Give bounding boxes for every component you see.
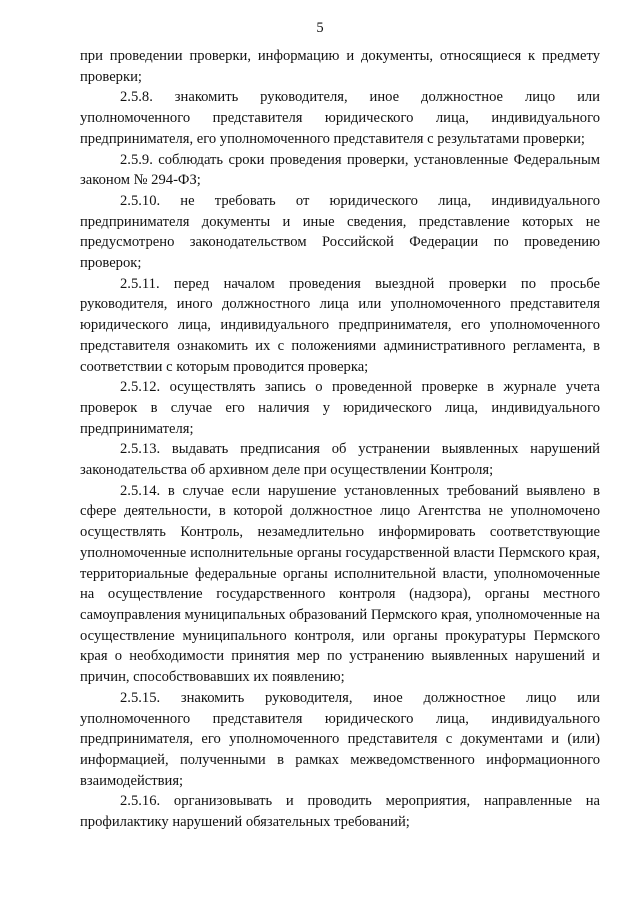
page-number: 5 (316, 20, 324, 36)
paragraph-2-5-14: 2.5.14. в случае если нарушение установленных требований выявлено в сфере деятельности, в которой должностное лицо Агентства не уполномочено осуществлять Контроль, незамедлительно информировать соответствующие уполномоченные исполнительные органы государственной власти Пермского края, территориальные федеральные органы исполнительной власти, уполномоченные на осуществление государственного контроля (надзора), органы местного самоуправления муниципальных образований Пермского края, уполномоченные на осуществление муниципального контроля, или органы прокуратуры Пермского края о необходимости принятия мер по устранению выявленных нарушений и причин, способствовавших их появлению; (80, 482, 600, 686)
document-body (80, 46, 600, 833)
paragraph-continuation: при проведении проверки, информацию и документы, относящиеся к предмету проверки; (80, 48, 600, 85)
paragraph-2-5-11: 2.5.11. перед началом проведения выездной проверки по просьбе руководителя, иного должностного лица или уполномоченного представителя юридического лица, индивидуального предпринимателя, его уполномоченного представителя ознакомить их с положениями административного регламента, в соответствии с которым проводится проверка; (80, 275, 600, 375)
paragraph-2-5-9: 2.5.9. соблюдать сроки проведения проверки, установленные Федеральным законом № 294-ФЗ; (80, 151, 600, 189)
paragraph-2-5-13: 2.5.13. выдавать предписания об устранении выявленных нарушений законодательства об архивном деле при осуществлении Контроля; (80, 441, 600, 479)
paragraph-2-5-10: 2.5.10. не требовать от юридического лица, индивидуального предпринимателя документы и иные сведения, представление которых не предусмотрено законодательством Российской Федерации по проведению проверок; (80, 192, 600, 272)
paragraph-2-5-12: 2.5.12. осуществлять запись о проведенной проверке в журнале учета проверок в случае его наличия у юридического лица, индивидуального предпринимателя; (80, 379, 600, 437)
paragraph-2-5-8: 2.5.8. знакомить руководителя, иное должностное лицо или уполномоченного представителя юридического лица, индивидуального предпринимателя, его уполномоченного представителя с результатами проверки; (80, 89, 600, 147)
paragraph-2-5-15: 2.5.15. знакомить руководителя, иное должностное лицо или уполномоченного представителя юридического лица, индивидуального предпринимателя, его уполномоченного представителя с документами и (или) информацией, полученными в рамках межведомственного информационного взаимодействия; (80, 689, 600, 789)
paragraph-2-5-16: 2.5.16. организовывать и проводить мероприятия, направленные на профилактику нарушений обязательных требований; (80, 793, 600, 831)
